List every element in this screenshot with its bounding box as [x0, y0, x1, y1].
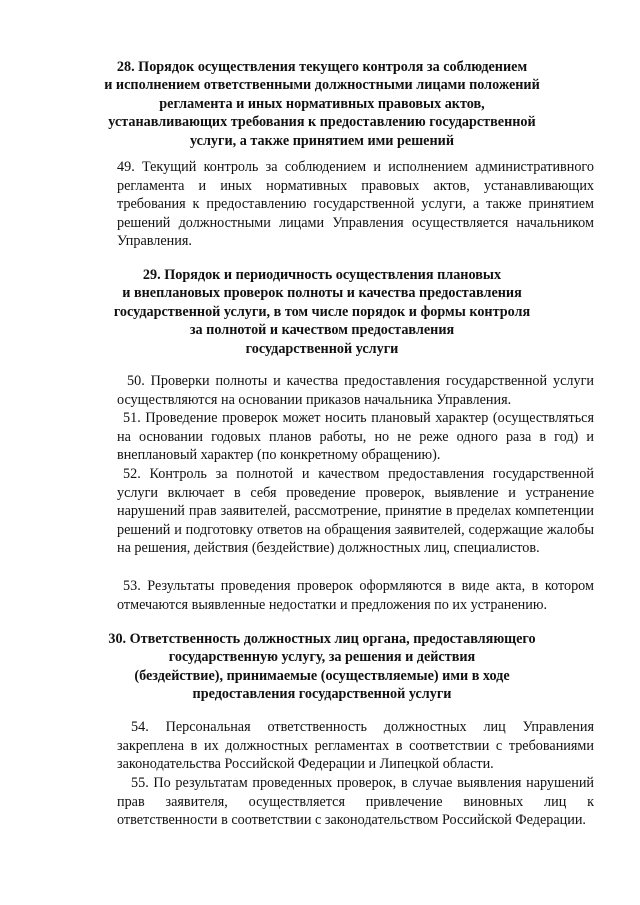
heading-line: государственную услугу, за решения и действия — [168, 649, 476, 666]
section-28-heading — [96, 58, 548, 150]
paragraph-text: 53. Результаты проведения проверок оформляются в виде акта, в котором отмечаются выявленные недостатки и предложения по их устранению. — [117, 578, 594, 613]
paragraph-53 — [117, 577, 594, 614]
heading-line: предоставления государственной услуги — [192, 686, 452, 703]
paragraph-text: 54. Персональная ответственность должностных лиц Управления закреплена в их должностных регламентах в соответствии с требованиями законодательства Российской Федерации и Липецкой области. — [117, 719, 594, 773]
paragraph-text: 50. Проверки полноты и качества предоставления государственной услуги осуществляются на основании приказов начальника Управления. — [117, 373, 594, 408]
paragraph-55 — [117, 774, 594, 830]
heading-line: государственной услуги — [245, 340, 399, 357]
paragraph-text: 52. Контроль за полнотой и качеством предоставления государственной услуги включает в себя проведение проверок, выявление и устранение нарушений прав заявителей, рассмотрение, принятие в пределах компетенции решений и подготовку ответов на обращения заявителей, содержащие жалобы на решения, действия (бездействие) должностных лиц, специалистов. — [117, 466, 594, 557]
paragraph-49 — [117, 158, 594, 251]
heading-line: услуги, а также принятием ими решений — [190, 132, 454, 149]
paragraph-54 — [117, 718, 594, 774]
heading-line: 28. Порядок осуществления текущего контроля за соблюдением — [116, 59, 528, 75]
heading-line: государственной услуги, в том числе порядок и формы контроля — [113, 303, 531, 320]
heading-line: регламента и иных нормативных правовых актов, — [159, 95, 485, 112]
paragraph-50 — [117, 372, 594, 409]
paragraph-51 — [117, 409, 594, 465]
heading-line: 29. Порядок и периодичность осуществления плановых — [142, 267, 502, 283]
heading-line: устанавливающих требования к предоставлению государственной — [108, 114, 536, 131]
heading-line: (бездействие), принимаемые (осуществляемые) ими в ходе — [134, 667, 510, 684]
section-29-heading — [96, 266, 548, 358]
paragraph-text: 51. Проведение проверок может носить плановый характер (осуществляться на основании годовых планов работы, но не реже одного раза в год) и внеплановый характер (по конкретному обращению). — [117, 410, 594, 464]
paragraph-text: 55. По результатам проведенных проверок, в случае выявления нарушений прав заявителя, осуществляется привлечение виновных лиц к ответственности в соответствии с законодательством Российской Федерации. — [117, 775, 594, 829]
paragraph-52 — [117, 465, 594, 558]
heading-line: 30. Ответственность должностных лиц органа, предоставляющего — [108, 631, 536, 647]
section-30-heading — [96, 630, 548, 704]
paragraph-text: 49. Текущий контроль за соблюдением и исполнением административного регламента и иных нормативных правовых актов, устанавливающих требования к предоставлению государственной услуги, а также принятием решений должностными лицами Управления осуществляется начальником Управления. — [117, 159, 594, 250]
heading-line: за полнотой и качеством предоставления — [189, 322, 455, 339]
heading-line: и исполнением ответственными должностными лицами положений — [104, 77, 540, 94]
heading-line: и внеплановых проверок полноты и качества предоставления — [122, 285, 522, 302]
